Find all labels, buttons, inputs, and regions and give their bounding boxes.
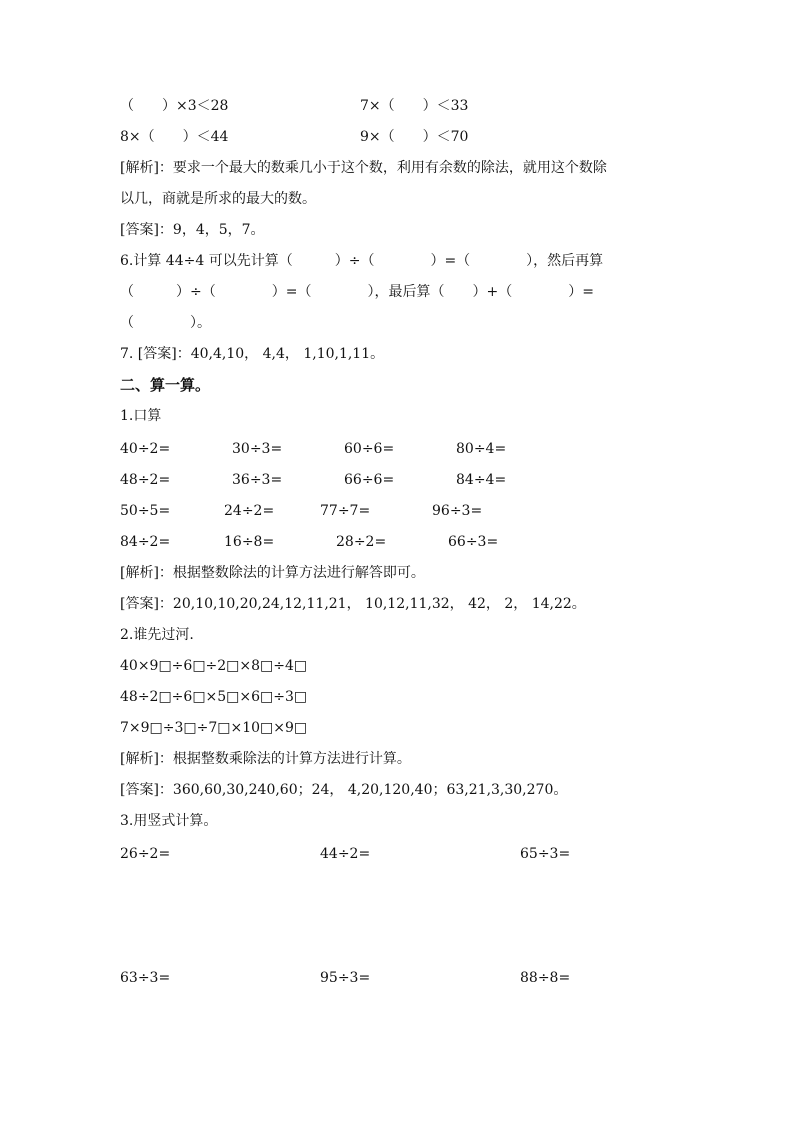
vertical-item: 88÷8= bbox=[520, 970, 571, 986]
q5-answer: [答案]：9，4，5，7。 bbox=[120, 222, 265, 238]
oral-item: 84÷4= bbox=[456, 472, 507, 488]
oral-item: 24÷2= bbox=[224, 503, 275, 519]
oral-item: 66÷3= bbox=[448, 534, 499, 550]
oral-item: 28÷2= bbox=[336, 534, 387, 550]
oral-item: 96÷3= bbox=[432, 503, 483, 519]
oral-item: 36÷3= bbox=[232, 472, 283, 488]
river-analysis: [解析]：根据整数乘除法的计算方法进行计算。 bbox=[120, 751, 411, 767]
river-answer: [答案]：360,60,30,240,60；24， 4,20,120,40；63,21,3,30,270。 bbox=[120, 782, 568, 798]
oral-answer: [答案]：20,10,10,20,24,12,11,21， 10,12,11,32， 42， 2， 14,22。 bbox=[120, 596, 586, 612]
q6-line2: （ ）÷（ ）=（ ），最后算（ ）+（ ）= bbox=[120, 284, 594, 300]
river-row-3: 7×9□÷3□÷7□×10□×9□ bbox=[120, 720, 308, 736]
vertical-item: 44÷2= bbox=[320, 846, 371, 862]
vertical-calc-title: 3.用竖式计算。 bbox=[120, 813, 218, 829]
q5-row1-left: （ ）×3＜28 bbox=[120, 98, 229, 114]
oral-item: 66÷6= bbox=[344, 472, 395, 488]
q5-row2-right: 9×（ ）＜70 bbox=[360, 129, 469, 145]
section-2-title: 二、算一算。 bbox=[120, 376, 211, 394]
vertical-item: 63÷3= bbox=[120, 970, 171, 986]
q6-line3: （ ）。 bbox=[120, 315, 211, 331]
q5-row1-right: 7×（ ）＜33 bbox=[360, 98, 469, 114]
vertical-item: 95÷3= bbox=[320, 970, 371, 986]
river-row-1: 40×9□÷6□÷2□×8□÷4□ bbox=[120, 658, 308, 674]
oral-item: 84÷2= bbox=[120, 534, 171, 550]
vertical-item: 26÷2= bbox=[120, 846, 171, 862]
oral-item: 50÷5= bbox=[120, 503, 171, 519]
oral-item: 30÷3= bbox=[232, 441, 283, 457]
oral-item: 16÷8= bbox=[224, 534, 275, 550]
oral-item: 48÷2= bbox=[120, 472, 171, 488]
q5-analysis-line1: [解析]：要求一个最大的数乘几小于这个数，利用有余数的除法，就用这个数除 bbox=[120, 160, 607, 176]
river-row-2: 48÷2□÷6□×5□×6□÷3□ bbox=[120, 689, 308, 705]
oral-item: 60÷6= bbox=[344, 441, 395, 457]
oral-item: 40÷2= bbox=[120, 441, 171, 457]
river-title: 2.谁先过河. bbox=[120, 627, 194, 643]
q7-answer: 7. [答案]：40,4,10， 4,4， 1,10,1,11。 bbox=[120, 346, 385, 362]
q5-analysis-line2: 以几，商就是所求的最大的数。 bbox=[120, 191, 316, 207]
q6-line1: 6.计算 44÷4 可以先计算（ ）÷（ ）=（ ），然后再算 bbox=[120, 253, 604, 269]
oral-item: 80÷4= bbox=[456, 441, 507, 457]
q5-row2-left: 8×（ ）＜44 bbox=[120, 129, 229, 145]
vertical-item: 65÷3= bbox=[520, 846, 571, 862]
oral-calc-title: 1.口算 bbox=[120, 408, 162, 424]
oral-item: 77÷7= bbox=[320, 503, 371, 519]
oral-analysis: [解析]：根据整数除法的计算方法进行解答即可。 bbox=[120, 565, 425, 581]
